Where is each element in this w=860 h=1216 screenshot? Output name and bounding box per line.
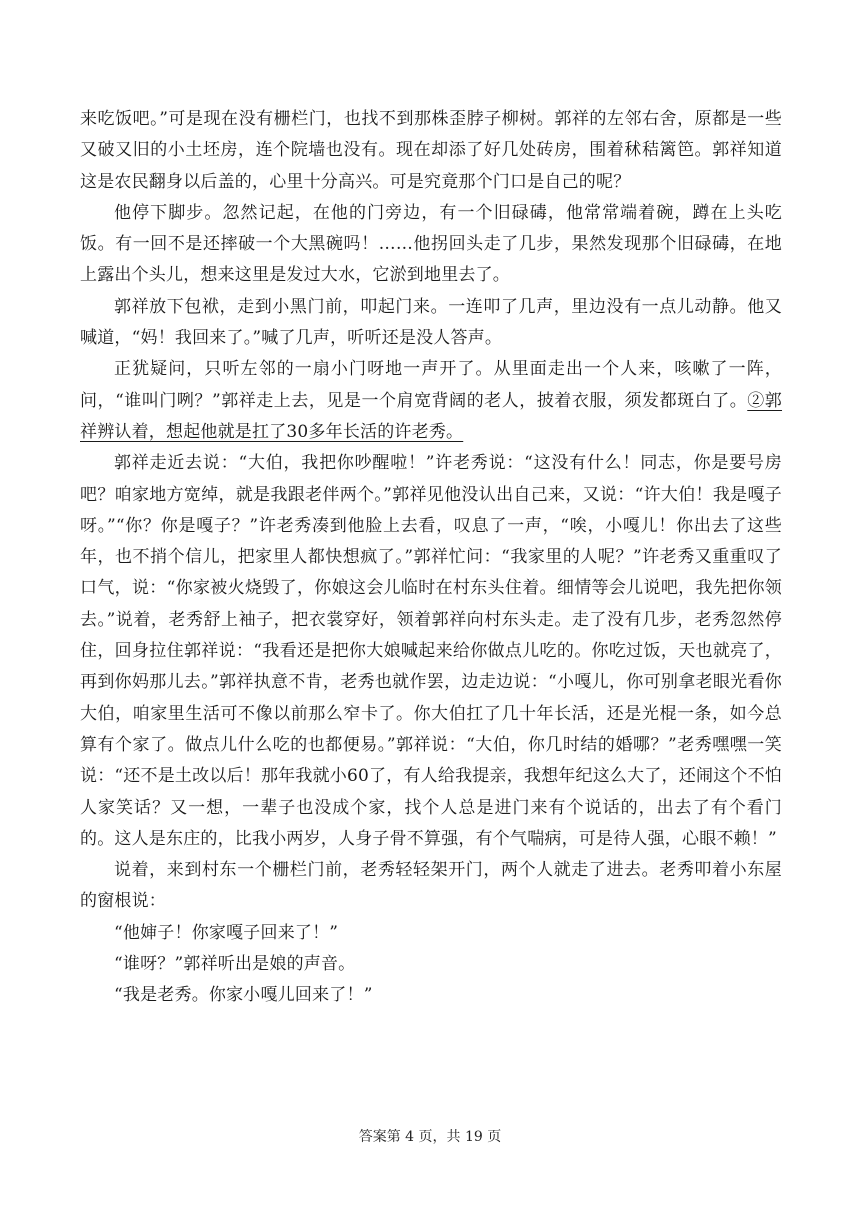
dialogue-line-3: “我是老秀。你家小嘎儿回来了！” [114, 985, 373, 1006]
paragraph-3: 郭祥放下包袱，走到小黑门前，叩起门来。一连叩了几声，里边没有一点儿动静。他又喊道，“妈！我回来了。”喊了几声，听听还是没人答声。 [80, 296, 782, 349]
dialogue-line-1: “他婶子！你家嘎子回来了！” [114, 922, 339, 943]
paragraph-4: 正犹疑问，只听左邻的一扇小门呀地一声开了。从里面走出一个人来，咳嗽了一阵，问，“谁叫门咧？”郭祥走上去，见是一个肩宽背阔的老人，披着衣服，须发都斑白了。②郭祥辨认着，想起他就是扛了30多年长活的许老秀。 [80, 359, 783, 442]
paragraph-1: 来吃饭吧。”可是现在没有栅栏门，也找不到那株歪脖子柳树。郭祥的左邻右舍，原都是一些又破又旧的小土坯房，连个院墙也没有。现在却添了好几处砖房，围着秫秸篱笆。郭祥知道这是农民翻身以后盖的，心里十分高兴。可是究竟那个门口是自己的呢？ [80, 109, 782, 192]
paragraph-5: 郭祥走近去说：“大伯，我把你吵醒啦！”许老秀说：“这没有什么！同志，你是要号房吧？咱家地方宽绰，就是我跟老伴两个。”郭祥见他没认出自己来，又说：“许大伯！我是嘎子呀。”“你？你是嘎子？”许老秀凑到他脸上去看，叹息了一声，“唉，小嘎儿！你出去了这些年，也不捎个信儿，把家里人都快想疯了。”郭祥忙问：“我家里的人呢？”许老秀又重重叹了口气，说：“你家被火烧毁了，你娘这会儿临时在村东头住着。细情等会儿说吧，我先把你领去。”说着，老秀舒上袖子，把衣裳穿好，领着郭祥向村东头走。走了没有几步，老秀忽然停住，回身拉住郭祥说：“我看还是把你大娘喊起来给你做点儿吃的。你吃过饭，天也就亮了，再到你妈那儿去。”郭祥执意不肯，老秀也就作罢，边走边说：“小嘎儿，你可别拿老眼光看你大伯，咱家里生活可不像以前那么窄卡了。你大伯扛了几十年长活，还是光棍一条，如今总算有个家了。做点儿什么吃的也都便易。”郭祥说：“大伯，你几时结的婚哪？”老秀嘿嘿一笑说：“还不是土改以后！那年我就小60了，有人给我提亲，我想年纪这么大了，还闹这个不怕人家笑话？又一想，一辈子也没成个家，找个人总是进门来有个说话的，出去了有个看门的。这人是东庄的，比我小两岁，人身子骨不算强，有个气喘病，可是待人强，心眼不赖！” [80, 453, 782, 849]
underlined-sentence: ②郭祥辨认着，想起他就是扛了30多年长活的许老秀。 [80, 390, 783, 442]
page-footer: 答案第 4 页，共 19 页 [358, 1129, 502, 1145]
paragraph-6: 说着，来到村东一个栅栏门前，老秀轻轻架开门，两个人就走了进去。老秀叩着小东屋的窗根说： [80, 860, 782, 912]
paragraph-2: 他停下脚步。忽然记起，在他的门旁边，有一个旧碌碡，他常常端着碗，蹲在上头吃饭。有一回不是还摔破一个大黑碗吗！……他拐回头走了几步，果然发现那个旧碌碡，在地上露出个头儿，想来这里是发过大水，它淤到地里去了。 [80, 202, 782, 286]
passage-body [80, 104, 782, 1012]
dialogue-line-2: “谁呀？”郭祥听出是娘的声音。 [114, 954, 356, 975]
